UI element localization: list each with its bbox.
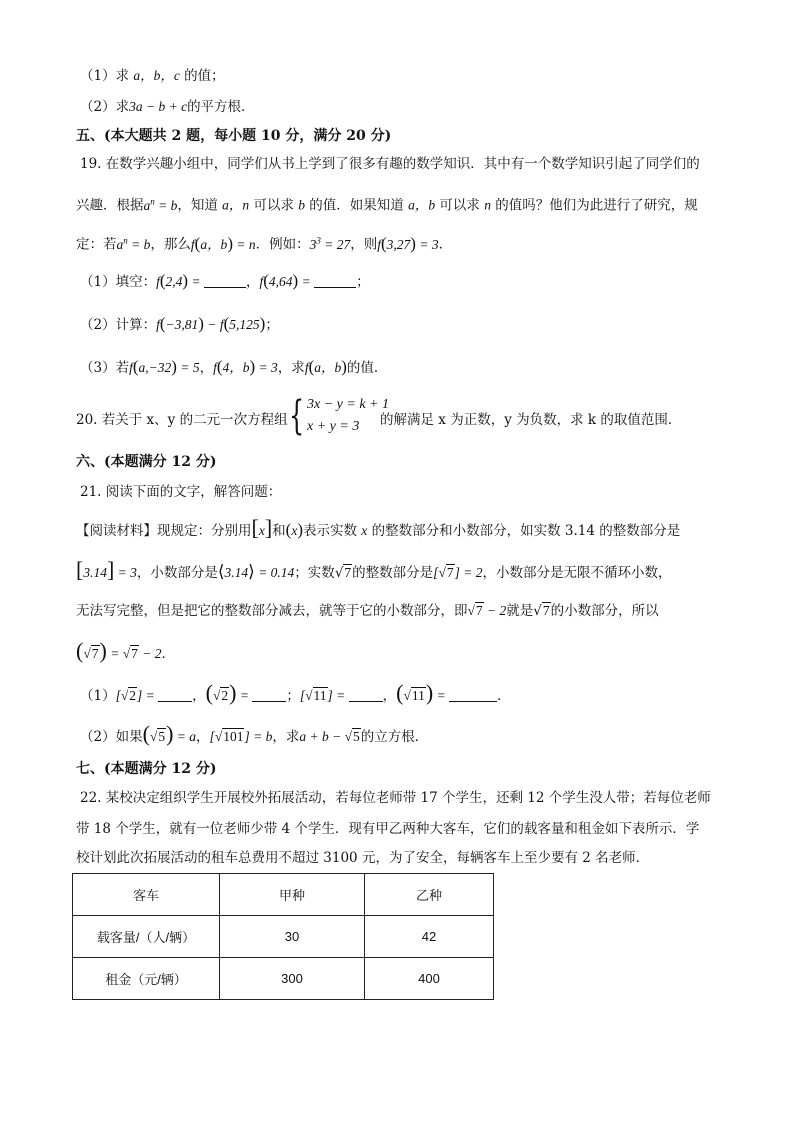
table-row: [73, 958, 494, 1000]
q22-line3: 校计划此次拓展活动的租车总费用不超过 3100 元，为了安全，每辆客车上至少要有 2 名老师．: [76, 850, 650, 866]
q21-line1: 21. 阅读下面的文字，解答问题：: [80, 484, 282, 500]
answer-blank[interactable]: [158, 687, 192, 702]
table-cell: 400: [365, 958, 494, 1000]
table-cell: 42: [365, 916, 494, 958]
math-vars: a，b，c: [133, 68, 180, 83]
section-6-heading: 六、(本题满分 12 分): [76, 454, 217, 470]
table-cell: 载客量/（人/辆）: [73, 916, 220, 958]
section-7-heading: 七、(本题满分 12 分): [76, 761, 217, 777]
answer-blank[interactable]: [449, 687, 497, 702]
answer-blank[interactable]: [204, 273, 246, 288]
math-expression: 3a − b + c: [129, 99, 188, 114]
text: 的平方根．: [187, 99, 255, 115]
q19-part3: （3）若f(a,−32) = 5，f(4，b) = 3，求f(a，b)的值．: [80, 357, 388, 376]
q21-line4: 无法写完整，但是把它的整数部分减去，就等于它的小数部分，即√7 − 2就是√7的小数部分，所以: [76, 603, 659, 619]
q21-part2: （2）如果(√5) = a，[√101] = b，求a + b − √5的立方根．: [80, 721, 429, 746]
table-row: [73, 916, 494, 958]
q18-part1: [80, 66, 225, 86]
text: （2）求: [80, 99, 130, 115]
table-cell: 30: [220, 916, 365, 958]
answer-blank[interactable]: [314, 273, 356, 288]
equation-system: [289, 393, 389, 441]
table-cell: 租金（元/辆）: [73, 958, 220, 1000]
q22-line2: 带 18 个学生，就有一位老师少带 4 个学生．现有甲乙两种大客车，它们的载客量和租金如下表所示．学: [76, 821, 700, 837]
text: （1）求: [80, 68, 134, 84]
table-cell: 300: [220, 958, 365, 1000]
answer-blank[interactable]: [349, 687, 383, 702]
equation-1: 3x − y = k + 1: [307, 397, 389, 412]
q21-line5: (√7) = √7 − 2．: [76, 638, 175, 663]
table-header-row: [73, 874, 494, 916]
table-header: 甲种: [220, 874, 365, 916]
q20-pre: 20. 若关于 x、y 的二元一次方程组: [76, 412, 288, 428]
q19-part1: （1）填空：f(2,4) = ，f(4,64) = ；: [80, 271, 370, 290]
q19-line1: 19. 在数学兴趣小组中，同学们从书上学到了很多有趣的数学知识．其中有一个数学知识引起了同学们的: [80, 156, 700, 172]
q19-line3: 定：若$a^n = b$，那么f(a，b) = n．例如：$3^3 = 27$，则f(3,27) = 3．: [76, 233, 453, 253]
q21-line3: [3.14] = 3，小数部分是⟨3.14⟩ = 0.14；实数√7的整数部分是[√7] = 2，小数部分是无限不循环小数，: [76, 557, 672, 582]
table-header: 客车: [73, 874, 220, 916]
q21-line2: 【阅读材料】现规定：分别用[x]和(x)表示实数 x 的整数部分和小数部分，如实数 3.14 的整数部分是: [76, 515, 681, 540]
q22-line1: 22. 某校决定组织学生开展校外拓展活动，若每位老师带 17 个学生，还剩 12 个学生没人带；若每位老师: [80, 790, 711, 806]
answer-blank[interactable]: [252, 687, 286, 702]
q19-part2: （2）计算：f(−3,81) − f(5,125)；: [80, 314, 279, 333]
equation-2: x + y = 3: [307, 419, 360, 434]
bus-table: [72, 873, 494, 1000]
brace-icon: {: [289, 393, 305, 439]
q19-line2: 兴趣．根据$a^n = b$，知道 a，n 可以求 b 的值．如果知道 a，b 可以求 n 的值吗？他们为此进行了研究，规: [76, 196, 698, 214]
q21-part1: （1）[√2] = ，(√2) = ；[√11] = ，(√11) = ．: [80, 680, 511, 705]
table-header: 乙种: [365, 874, 494, 916]
section-5-heading: 五、(本大题共 2 题，每小题 10 分，满分 20 分): [76, 128, 392, 144]
q18-part2: [80, 97, 255, 117]
q20-post: 的解满足 x 为正数，y 为负数，求 k 的取值范围．: [380, 412, 682, 428]
text: 的值；: [179, 68, 225, 84]
